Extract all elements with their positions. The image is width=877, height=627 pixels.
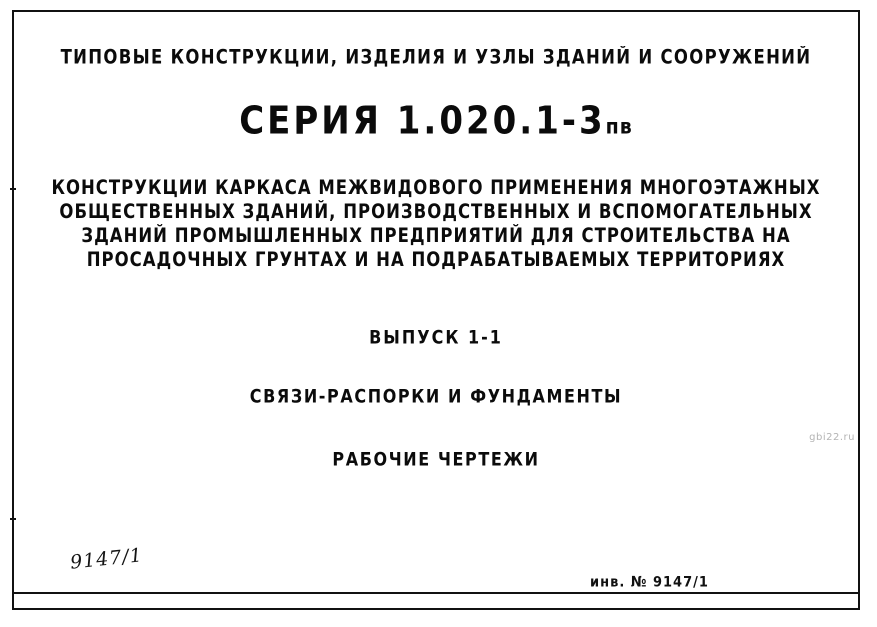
handwritten-inventory-mark: 9147/1 (69, 544, 144, 574)
description-line: КОНСТРУКЦИИ КАРКАСА МЕЖВИДОВОГО ПРИМЕНЕНИЯ МНОГОЭТАЖНЫХ (51, 176, 821, 199)
series-title (40, 99, 832, 144)
issue-subtitle: СВЯЗИ-РАСПОРКИ И ФУНДАМЕНТЫ (249, 385, 623, 408)
series-suffix: пв (605, 114, 633, 140)
watermark-text: gbi22.ru (809, 432, 855, 443)
series-number: СЕРИЯ 1.020.1-3 (239, 99, 606, 144)
left-edge-mark-bottom (10, 518, 16, 520)
bottom-rule (14, 592, 859, 594)
title-block (40, 22, 832, 471)
document-header-line: ТИПОВЫЕ КОНСТРУКЦИИ, ИЗДЕЛИЯ И УЗЛЫ ЗДАНИЙ И СООРУЖЕНИЙ (60, 46, 812, 69)
description-line: ПРОСАДОЧНЫХ ГРУНТАХ И НА ПОДРАБАТЫВАЕМЫХ ТЕРРИТОРИЯХ (86, 248, 786, 271)
inventory-number: инв. № 9147/1 (590, 574, 709, 591)
description-block (40, 177, 832, 270)
issue-number: ВЫПУСК 1-1 (369, 326, 503, 349)
document-type: РАБОЧИЕ ЧЕРТЕЖИ (332, 448, 540, 471)
description-line: ОБЩЕСТВЕННЫХ ЗДАНИЙ, ПРОИЗВОДСТВЕННЫХ И ВСПОМОГАТЕЛЬНЫХ (59, 200, 813, 223)
description-line: ЗДАНИЙ ПРОМЫШЛЕННЫХ ПРЕДПРИЯТИЙ ДЛЯ СТРОИТЕЛЬСТВА НА (81, 224, 791, 247)
left-edge-mark-top (10, 188, 16, 190)
